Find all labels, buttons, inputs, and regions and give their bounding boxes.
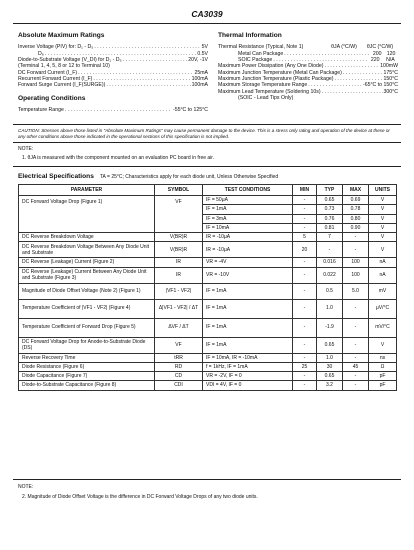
min-cell: - (293, 205, 317, 214)
max-cell: - (343, 318, 369, 337)
symbol-cell: tRR (155, 353, 203, 362)
note-2-block (18, 484, 258, 505)
theta-jc-header: θJC (°C/W) (366, 44, 394, 51)
abs-max-list (18, 44, 208, 89)
parameter-cell: DC Reverse (Leakage) Current (Figure 2) (19, 258, 155, 267)
table-row (19, 362, 397, 371)
typ-cell: 0.65 (317, 337, 343, 353)
section-rule-4 (13, 479, 401, 480)
rating-label: Maximum Junction Temperature (Metal Can Package) (218, 69, 342, 76)
rating-value: -65°C to 150°C (362, 82, 398, 89)
units-cell: nA (369, 267, 397, 283)
right-column (218, 32, 398, 102)
theta-jc-value: N/A (386, 56, 395, 63)
rating-value: 100mW (380, 63, 398, 70)
max-cell: 0.78 (343, 205, 369, 214)
parameter-cell: Diode Resistance (Figure 6) (19, 362, 155, 371)
table-row (19, 353, 397, 362)
min-cell: - (293, 318, 317, 337)
test-condition-cell: IF = 1mA (203, 205, 293, 214)
theta-ja-value: 200 (372, 50, 382, 57)
max-cell: - (343, 337, 369, 353)
max-cell: - (343, 372, 369, 381)
min-cell: - (293, 196, 317, 205)
max-cell: 100 (343, 258, 369, 267)
note-label: NOTE: (18, 146, 34, 152)
thermal-list (218, 63, 398, 95)
units-cell: nA (369, 258, 397, 267)
min-cell: 25 (293, 362, 317, 371)
units-cell: V (369, 214, 397, 223)
dot-leader (106, 82, 190, 89)
rating-label: Maximum Lead Temperature (Soldering 10s) (218, 88, 321, 95)
typ-cell: 0.73 (317, 205, 343, 214)
thermal-resist-label: Thermal Resistance (Typical, Note 1) (218, 44, 304, 51)
parameter-cell: Temperature Coefficient of Forward Drop (Figure 5) (19, 318, 155, 337)
table-header-row (19, 185, 397, 196)
note-1-text: 1. θJA is measured with the component mounted on an evaluation PC board in free air. (22, 155, 215, 162)
rating-label: Maximum Storage Temperature Range (218, 82, 308, 89)
parameter-cell: DC Forward Voltage Drop for Anode-to-Substrate Diode (DS) (19, 337, 155, 353)
max-cell: - (343, 381, 369, 390)
table-row (19, 299, 397, 318)
parameter-cell: Reverse Recovery Time (19, 353, 155, 362)
rating-value: -55°C to 125°C (172, 107, 208, 114)
table-row (19, 267, 397, 283)
symbol-cell: |VF1 - VF2| (155, 283, 203, 299)
op-cond-heading: Operating Conditions (18, 94, 86, 102)
units-cell: V (369, 242, 397, 258)
rating-label: Temperature Range (18, 107, 64, 114)
parameter-cell: Diode Capacitance (Figure 7) (19, 372, 155, 381)
units-cell: pF (369, 381, 397, 390)
test-condition-cell: IF = 1mA (203, 337, 293, 353)
header-rule (13, 23, 401, 24)
dot-leader (65, 107, 172, 114)
typ-cell: 0.65 (317, 372, 343, 381)
typ-cell: -1.9 (317, 318, 343, 337)
note-2-text: 2. Magnitude of Diode Offset Voltage is the difference in DC Forward Voltage Drops of any two diode units. (22, 494, 258, 501)
min-cell: - (293, 283, 317, 299)
units-cell: pF (369, 372, 397, 381)
rating-value: 20V, -1V (188, 56, 208, 63)
table-row (19, 337, 397, 353)
max-cell: 0.90 (343, 223, 369, 232)
min-cell: - (293, 299, 317, 318)
caution-text: CAUTION: Stresses above those listed in "Absolute Maximum Ratings" may cause permanent damage to the device. This is a stress only rating and operation of the device at these or any other conditions above those indicated in the operational sections of this specification is not implied. (18, 128, 390, 139)
typ-cell: 0.022 (317, 267, 343, 283)
symbol-cell: VF (155, 337, 203, 353)
rating-label: Inverse Voltage (PIV) for: D₁ - D₅ (18, 44, 94, 51)
dot-leader (322, 89, 383, 96)
table-row (19, 318, 397, 337)
test-condition-cell: IF = 50μA (203, 196, 293, 205)
symbol-cell: CDI (155, 381, 203, 390)
parameter-cell: DC Forward Voltage Drop (Figure 1) (19, 196, 155, 233)
test-condition-cell: IF = 1mA (203, 299, 293, 318)
test-condition-cell: IF = 1mA (203, 318, 293, 337)
document-title: CA3039 (191, 9, 223, 19)
parameter-cell: Diode-to-Substrate Capacitance (Figure 8) (19, 381, 155, 390)
table-body (19, 196, 397, 391)
typ-cell: - (317, 242, 343, 258)
rating-label: Recurrent Forward Current (I_F) (18, 76, 93, 83)
note-1-block (18, 146, 214, 165)
typ-cell: 7 (317, 233, 343, 242)
rating-value: 0.5V (197, 50, 208, 57)
units-cell: ns (369, 353, 397, 362)
typ-cell: 1.0 (317, 353, 343, 362)
elec-spec-heading: Electrical Specifications (18, 173, 94, 180)
table-row (19, 233, 397, 242)
elec-spec-title (18, 173, 278, 181)
note-label-2: NOTE: (18, 484, 34, 490)
section-rule-3 (13, 166, 401, 167)
table-row (19, 242, 397, 258)
rating-label: Maximum Power Dissipation (Any One Diode) (218, 63, 324, 70)
typ-cell: 0.5 (317, 283, 343, 299)
package-label: SOIC Package (238, 56, 273, 63)
column-header: TEST CONDITIONS (203, 185, 293, 196)
left-column (18, 32, 208, 114)
test-condition-cell: IR = -10μA (203, 242, 293, 258)
max-cell: 5.0 (343, 283, 369, 299)
max-cell: - (343, 299, 369, 318)
rating-value: 300°C (383, 88, 398, 95)
column-header: MIN (293, 185, 317, 196)
max-cell: 100 (343, 267, 369, 283)
min-cell: 20 (293, 242, 317, 258)
min-cell: - (293, 337, 317, 353)
min-cell: - (293, 353, 317, 362)
units-cell: V (369, 233, 397, 242)
rating-row (18, 107, 208, 113)
rating-label: Diode-to-Substrate Voltage (V_DI) for D₁ - D₅ (18, 56, 122, 63)
max-cell: 0.80 (343, 214, 369, 223)
test-condition-cell: IF = 1mA (203, 283, 293, 299)
theta-ja-header: θJA (°C/W) (331, 44, 357, 51)
theta-ja-value: 220 (370, 56, 380, 63)
test-condition-cell: VR = -2V, IF = 0 (203, 372, 293, 381)
typ-cell: 0.81 (317, 223, 343, 232)
rating-value: 25mA (194, 69, 208, 76)
units-cell: V (369, 223, 397, 232)
units-cell: V (369, 337, 397, 353)
test-condition-cell: IF = 3mA (203, 214, 293, 223)
units-cell: mV/°C (369, 318, 397, 337)
test-condition-cell: IR = -10μA (203, 233, 293, 242)
symbol-cell: IR (155, 258, 203, 267)
min-cell: 5 (293, 233, 317, 242)
rating-label: DC Forward Current (I_F) (18, 69, 78, 76)
max-cell: - (343, 353, 369, 362)
column-header: UNITS (369, 185, 397, 196)
table-row (19, 381, 397, 390)
min-cell: - (293, 372, 317, 381)
rating-label: Forward Surge Current (I_F(SURGE)) (18, 82, 106, 89)
table-row (19, 372, 397, 381)
dot-leader (123, 57, 188, 64)
units-cell: V (369, 196, 397, 205)
typ-cell: 0.65 (317, 196, 343, 205)
column-header: TYP (317, 185, 343, 196)
min-cell: - (293, 267, 317, 283)
typ-cell: 3.2 (317, 381, 343, 390)
table-row (19, 283, 397, 299)
rating-label: D₆ (38, 50, 44, 57)
max-cell: 0.69 (343, 196, 369, 205)
rating-value: 175°C (383, 69, 398, 76)
theta-jc-value: 120 (386, 50, 396, 57)
typ-cell: 30 (317, 362, 343, 371)
column-header: SYMBOL (155, 185, 203, 196)
symbol-cell: RD (155, 362, 203, 371)
test-condition-cell: VR = -10V (203, 267, 293, 283)
table-row (19, 196, 397, 205)
typ-cell: 1.0 (317, 299, 343, 318)
symbol-cell: ΔVF / ΔT (155, 318, 203, 337)
max-cell: - (343, 242, 369, 258)
rating-value: 5V (201, 44, 208, 51)
symbol-cell: CD (155, 372, 203, 381)
parameter-cell: DC Reverse (Leakage) Current Between Any Diode Unit and Substrate (Figure 3) (19, 267, 155, 283)
test-condition-cell: VR = -4V (203, 258, 293, 267)
test-condition-cell: IF = 10mA, IR = -10mA (203, 353, 293, 362)
symbol-cell: VF (155, 196, 203, 233)
section-rule-1 (13, 124, 401, 125)
package-label: Metal Can Package (238, 50, 284, 57)
min-cell: - (293, 214, 317, 223)
column-header: PARAMETER (19, 185, 155, 196)
symbol-cell: V(BR)R (155, 233, 203, 242)
column-header: MAX (343, 185, 369, 196)
section-rule-2 (13, 142, 401, 143)
elec-spec-subheading: TA = 25°C; Characteristics apply for each diode unit, Unless Otherwise Specified (99, 174, 279, 180)
rating-value: 100mA (191, 76, 208, 83)
parameter-cell: DC Reverse Breakdown Voltage Between Any Diode Unit and Substrate (19, 242, 155, 258)
abs-max-heading: Absolute Maximum Ratings (18, 32, 105, 39)
min-cell: - (293, 258, 317, 267)
typ-cell: 0.016 (317, 258, 343, 267)
test-condition-cell: VDI = 4V, IF = 0 (203, 381, 293, 390)
parameter-cell: Magnitude of Diode Offset Voltage (Note 2) (Figure 1) (19, 283, 155, 299)
rating-row (18, 83, 208, 89)
test-condition-cell: f = 1kHz, IF = 1mA (203, 362, 293, 371)
op-cond-list (18, 107, 208, 113)
test-condition-cell: IF = 10mA (203, 223, 293, 232)
units-cell: Ω (369, 362, 397, 371)
soic-note: (SOIC - Lead Tips Only) (238, 95, 294, 102)
typ-cell: 0.76 (317, 214, 343, 223)
electrical-spec-table (18, 184, 397, 391)
parameter-cell: DC Reverse Breakdown Voltage (19, 233, 155, 242)
thermal-heading: Thermal Information (218, 32, 282, 39)
symbol-cell: V(BR)R (155, 242, 203, 258)
symbol-cell: IR (155, 267, 203, 283)
min-cell: - (293, 381, 317, 390)
max-cell: 45 (343, 362, 369, 371)
symbol-cell: Δ|VF1 - VF2| / ΔT (155, 299, 203, 318)
rating-note: (Terminal 1, 4, 5, 8 or 12 to Terminal 10) (18, 63, 110, 70)
units-cell: μV/°C (369, 299, 397, 318)
units-cell: V (369, 205, 397, 214)
units-cell: mV (369, 283, 397, 299)
parameter-cell: Temperature Coefficient of |VF1 - VF2| (Figure 4) (19, 299, 155, 318)
min-cell: - (293, 223, 317, 232)
max-cell: - (343, 233, 369, 242)
table-row (19, 258, 397, 267)
rating-label: Maximum Junction Temperature (Plastic Package) (218, 76, 334, 83)
thermal-package-list (218, 51, 398, 64)
rating-value: 150°C (383, 76, 398, 83)
rating-value: 100mA (191, 82, 208, 89)
